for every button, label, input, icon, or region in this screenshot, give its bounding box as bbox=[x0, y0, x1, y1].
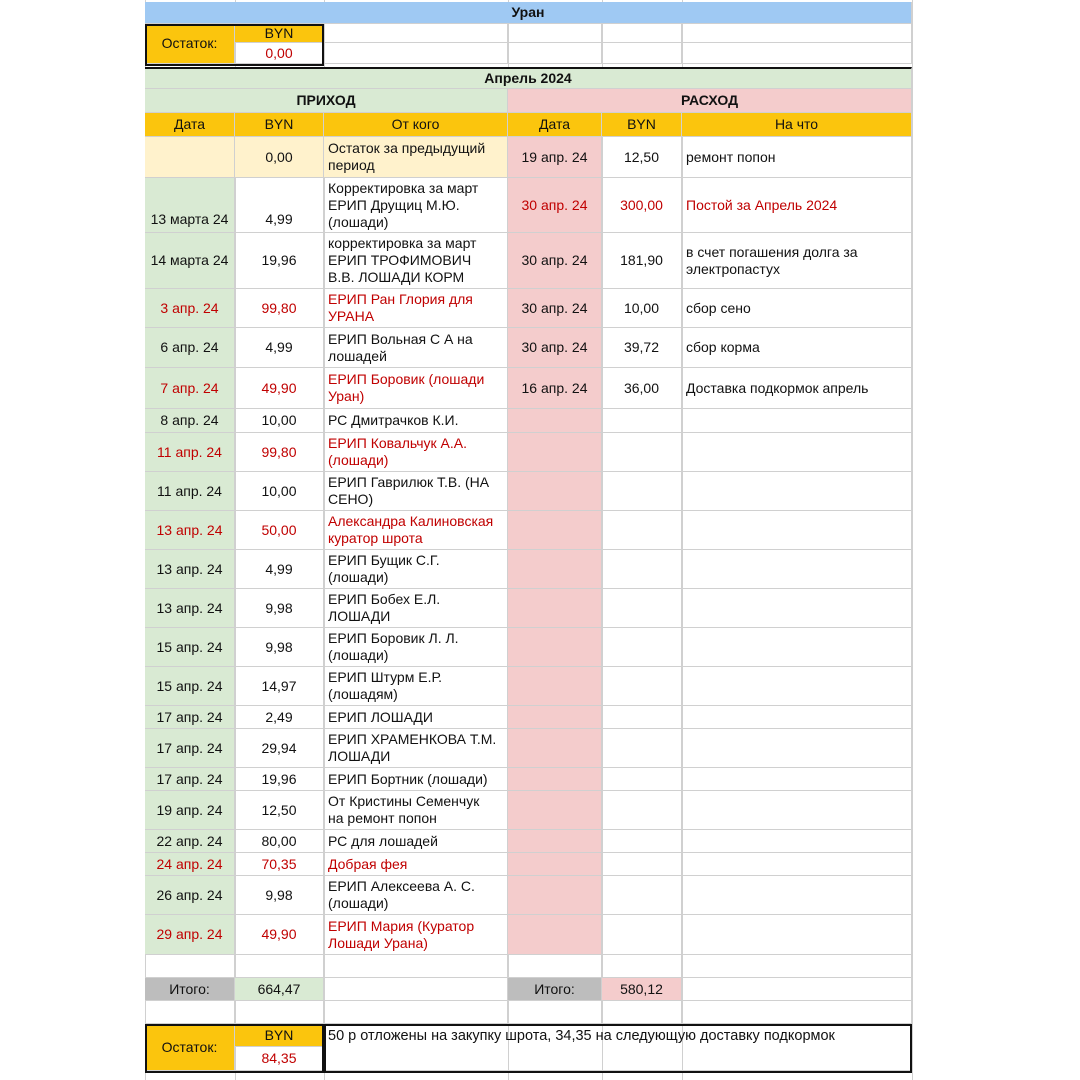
empty-cell[interactable] bbox=[682, 1001, 912, 1024]
period-header[interactable]: Апрель 2024 bbox=[145, 67, 912, 89]
expense-date-empty[interactable] bbox=[508, 853, 602, 876]
income-source[interactable]: корректировка за март ЕРИП ТРОФИМОВИЧ В.В. ЛОШАДИ КОРМ bbox=[324, 233, 508, 289]
expense-total-label[interactable]: Итого: bbox=[508, 978, 602, 1001]
expense-date-empty[interactable] bbox=[508, 915, 602, 955]
expense-total[interactable]: 580,12 bbox=[602, 978, 682, 1001]
bottom-balance-currency[interactable]: BYN bbox=[235, 1024, 324, 1047]
empty-cell[interactable] bbox=[682, 409, 912, 433]
empty-cell[interactable] bbox=[682, 876, 912, 915]
expense-date[interactable]: 30 апр. 24 bbox=[508, 233, 602, 289]
income-amount[interactable]: 10,00 bbox=[235, 472, 324, 511]
income-date[interactable]: 19 апр. 24 bbox=[145, 791, 235, 830]
income-date[interactable]: 8 апр. 24 bbox=[145, 409, 235, 433]
expense-date-empty[interactable] bbox=[508, 729, 602, 768]
expense-amount[interactable]: 36,00 bbox=[602, 368, 682, 409]
expense-date-empty[interactable] bbox=[508, 433, 602, 472]
empty-cell[interactable] bbox=[602, 791, 682, 830]
expense-date-empty[interactable] bbox=[508, 706, 602, 729]
empty-cell[interactable] bbox=[602, 409, 682, 433]
income-source[interactable]: ЕРИП Бущик С.Г. (лошади) bbox=[324, 550, 508, 589]
empty-cell[interactable] bbox=[602, 628, 682, 667]
income-date[interactable]: 13 апр. 24 bbox=[145, 589, 235, 628]
expense-date[interactable]: 30 апр. 24 bbox=[508, 178, 602, 233]
income-source[interactable]: ЕРИП ХРАМЕНКОВА Т.М. ЛОШАДИ bbox=[324, 729, 508, 768]
expense-purpose[interactable]: Постой за Апрель 2024 bbox=[682, 178, 912, 233]
empty-cell[interactable] bbox=[682, 628, 912, 667]
column-header[interactable]: Дата bbox=[145, 113, 235, 137]
income-source[interactable]: От Кристины Семенчук на ремонт попон bbox=[324, 791, 508, 830]
income-amount[interactable]: 70,35 bbox=[235, 853, 324, 876]
income-amount[interactable]: 19,96 bbox=[235, 768, 324, 791]
income-total-label[interactable]: Итого: bbox=[145, 978, 235, 1001]
empty-cell[interactable] bbox=[682, 955, 912, 978]
expense-purpose[interactable]: сбор сено bbox=[682, 289, 912, 328]
top-balance-label[interactable]: Остаток: bbox=[145, 24, 235, 64]
empty-cell[interactable] bbox=[508, 24, 602, 43]
income-date[interactable]: 11 апр. 24 bbox=[145, 433, 235, 472]
income-date[interactable]: 22 апр. 24 bbox=[145, 830, 235, 853]
income-date[interactable] bbox=[145, 137, 235, 178]
income-source[interactable]: РС Дмитрачков К.И. bbox=[324, 409, 508, 433]
income-date[interactable]: 13 апр. 24 bbox=[145, 511, 235, 550]
empty-cell[interactable] bbox=[682, 915, 912, 955]
expense-date-empty[interactable] bbox=[508, 628, 602, 667]
empty-cell[interactable] bbox=[602, 667, 682, 706]
empty-cell[interactable] bbox=[235, 955, 324, 978]
income-date[interactable]: 13 апр. 24 bbox=[145, 550, 235, 589]
empty-cell[interactable] bbox=[602, 589, 682, 628]
income-date[interactable]: 17 апр. 24 bbox=[145, 706, 235, 729]
empty-cell[interactable] bbox=[602, 433, 682, 472]
income-source[interactable]: ЕРИП Ковальчук А.А. (лошади) bbox=[324, 433, 508, 472]
income-date[interactable]: 14 марта 24 bbox=[145, 233, 235, 289]
empty-cell[interactable] bbox=[602, 853, 682, 876]
column-header[interactable]: Дата bbox=[508, 113, 602, 137]
income-date[interactable]: 7 апр. 24 bbox=[145, 368, 235, 409]
empty-cell[interactable] bbox=[602, 830, 682, 853]
income-source[interactable]: ЕРИП Алексеева А. С. (лошади) bbox=[324, 876, 508, 915]
income-amount[interactable]: 10,00 bbox=[235, 409, 324, 433]
income-amount[interactable]: 4,99 bbox=[235, 328, 324, 368]
empty-cell[interactable] bbox=[602, 729, 682, 768]
sheet-title[interactable]: Уран bbox=[145, 2, 912, 24]
empty-cell[interactable] bbox=[508, 1001, 602, 1024]
empty-cell[interactable] bbox=[682, 706, 912, 729]
empty-cell[interactable] bbox=[324, 1001, 508, 1024]
expense-date[interactable]: 30 апр. 24 bbox=[508, 328, 602, 368]
empty-cell[interactable] bbox=[682, 667, 912, 706]
empty-cell[interactable] bbox=[324, 978, 508, 1001]
empty-cell[interactable] bbox=[602, 1001, 682, 1024]
expense-amount[interactable]: 12,50 bbox=[602, 137, 682, 178]
income-amount[interactable]: 14,97 bbox=[235, 667, 324, 706]
empty-cell[interactable] bbox=[682, 830, 912, 853]
bottom-balance-label[interactable]: Остаток: bbox=[145, 1024, 235, 1071]
column-header[interactable]: На что bbox=[682, 113, 912, 137]
income-source[interactable]: Остаток за предыдущий период bbox=[324, 137, 508, 178]
income-source[interactable]: РС для лошадей bbox=[324, 830, 508, 853]
empty-cell[interactable] bbox=[682, 550, 912, 589]
empty-cell[interactable] bbox=[602, 915, 682, 955]
income-date[interactable]: 17 апр. 24 bbox=[145, 768, 235, 791]
empty-cell[interactable] bbox=[682, 729, 912, 768]
income-amount[interactable]: 9,98 bbox=[235, 589, 324, 628]
income-amount[interactable]: 50,00 bbox=[235, 511, 324, 550]
grid-line bbox=[912, 0, 913, 1080]
income-source[interactable]: ЕРИП Бобех Е.Л. ЛОШАДИ bbox=[324, 589, 508, 628]
income-amount[interactable]: 2,49 bbox=[235, 706, 324, 729]
income-source[interactable]: ЕРИП Мария (Куратор Лошади Урана) bbox=[324, 915, 508, 955]
expense-amount[interactable]: 300,00 bbox=[602, 178, 682, 233]
expense-date-empty[interactable] bbox=[508, 830, 602, 853]
income-amount[interactable]: 49,90 bbox=[235, 915, 324, 955]
expense-purpose[interactable]: ремонт попон bbox=[682, 137, 912, 178]
income-date[interactable]: 6 апр. 24 bbox=[145, 328, 235, 368]
income-source[interactable]: ЕРИП Вольная С А на лошадей bbox=[324, 328, 508, 368]
expense-date-empty[interactable] bbox=[508, 550, 602, 589]
expense-date-empty[interactable] bbox=[508, 589, 602, 628]
empty-cell[interactable] bbox=[602, 24, 682, 43]
expense-date-empty[interactable] bbox=[508, 409, 602, 433]
expense-amount[interactable]: 181,90 bbox=[602, 233, 682, 289]
empty-cell[interactable] bbox=[145, 955, 235, 978]
income-header[interactable]: ПРИХОД bbox=[145, 89, 508, 113]
empty-cell[interactable] bbox=[602, 472, 682, 511]
expense-purpose[interactable]: Доставка подкормок апрель bbox=[682, 368, 912, 409]
expense-purpose[interactable]: сбор корма bbox=[682, 328, 912, 368]
empty-cell[interactable] bbox=[235, 1001, 324, 1024]
income-source[interactable]: Добрая фея bbox=[324, 853, 508, 876]
expense-date-empty[interactable] bbox=[508, 667, 602, 706]
empty-cell[interactable] bbox=[602, 706, 682, 729]
income-date[interactable]: 15 апр. 24 bbox=[145, 667, 235, 706]
empty-cell[interactable] bbox=[324, 43, 508, 64]
expense-amount[interactable]: 10,00 bbox=[602, 289, 682, 328]
empty-cell[interactable] bbox=[145, 1001, 235, 1024]
income-amount[interactable]: 4,99 bbox=[235, 550, 324, 589]
empty-cell[interactable] bbox=[682, 768, 912, 791]
income-amount[interactable]: 29,94 bbox=[235, 729, 324, 768]
income-date[interactable]: 17 апр. 24 bbox=[145, 729, 235, 768]
empty-cell[interactable] bbox=[682, 472, 912, 511]
income-source[interactable]: ЕРИП ЛОШАДИ bbox=[324, 706, 508, 729]
income-source[interactable]: ЕРИП Штурм Е.Р. (лошадям) bbox=[324, 667, 508, 706]
income-total[interactable]: 664,47 bbox=[235, 978, 324, 1001]
empty-cell[interactable] bbox=[602, 768, 682, 791]
income-date[interactable]: 24 апр. 24 bbox=[145, 853, 235, 876]
bottom-balance-value[interactable]: 84,35 bbox=[235, 1047, 324, 1071]
empty-cell[interactable] bbox=[682, 853, 912, 876]
income-source[interactable]: ЕРИП Боровик (лошади Уран) bbox=[324, 368, 508, 409]
income-date[interactable]: 26 апр. 24 bbox=[145, 876, 235, 915]
income-source[interactable]: Александра Калиновская куратор шрота bbox=[324, 511, 508, 550]
income-amount[interactable]: 4,99 bbox=[235, 178, 324, 233]
top-balance-currency[interactable]: BYN bbox=[235, 24, 324, 43]
empty-cell[interactable] bbox=[682, 791, 912, 830]
expense-date-empty[interactable] bbox=[508, 791, 602, 830]
expense-purpose[interactable]: в счет погашения долга за электропастух bbox=[682, 233, 912, 289]
empty-cell[interactable] bbox=[682, 43, 912, 64]
expense-date-empty[interactable] bbox=[508, 472, 602, 511]
income-source[interactable]: ЕРИП Ран Глория для УРАНА bbox=[324, 289, 508, 328]
empty-cell[interactable] bbox=[682, 978, 912, 1001]
expense-date-empty[interactable] bbox=[508, 876, 602, 915]
income-amount[interactable]: 19,96 bbox=[235, 233, 324, 289]
expense-header[interactable]: РАСХОД bbox=[508, 89, 912, 113]
income-source[interactable]: ЕРИП Боровик Л. Л. (лошади) bbox=[324, 628, 508, 667]
income-date[interactable]: 3 апр. 24 bbox=[145, 289, 235, 328]
income-source[interactable]: Корректировка за март ЕРИП Друщиц М.Ю. (лошади) bbox=[324, 178, 508, 233]
income-date[interactable]: 13 марта 24 bbox=[145, 178, 235, 233]
empty-cell[interactable] bbox=[602, 876, 682, 915]
expense-date-empty[interactable] bbox=[508, 768, 602, 791]
empty-cell[interactable] bbox=[324, 955, 508, 978]
column-header[interactable]: От кого bbox=[324, 113, 508, 137]
empty-cell[interactable] bbox=[682, 433, 912, 472]
empty-cell[interactable] bbox=[682, 24, 912, 43]
top-balance-value[interactable]: 0,00 bbox=[235, 43, 324, 64]
income-date[interactable]: 11 апр. 24 bbox=[145, 472, 235, 511]
empty-cell[interactable] bbox=[682, 511, 912, 550]
expense-date[interactable]: 16 апр. 24 bbox=[508, 368, 602, 409]
empty-cell[interactable] bbox=[602, 43, 682, 64]
income-amount[interactable]: 99,80 bbox=[235, 433, 324, 472]
income-amount[interactable]: 80,00 bbox=[235, 830, 324, 853]
empty-cell[interactable] bbox=[508, 955, 602, 978]
balance-note[interactable]: 50 р отложены на закупку шрота, 34,35 на следующую доставку подкормок bbox=[324, 1024, 912, 1071]
expense-date-empty[interactable] bbox=[508, 511, 602, 550]
empty-cell[interactable] bbox=[602, 955, 682, 978]
income-date[interactable]: 15 апр. 24 bbox=[145, 628, 235, 667]
expense-date[interactable]: 30 апр. 24 bbox=[508, 289, 602, 328]
empty-cell[interactable] bbox=[508, 43, 602, 64]
expense-amount[interactable]: 39,72 bbox=[602, 328, 682, 368]
empty-cell[interactable] bbox=[602, 511, 682, 550]
column-header[interactable]: BYN bbox=[235, 113, 324, 137]
income-source[interactable]: ЕРИП Бортник (лошади) bbox=[324, 768, 508, 791]
income-amount[interactable]: 99,80 bbox=[235, 289, 324, 328]
income-amount[interactable]: 9,98 bbox=[235, 628, 324, 667]
empty-cell[interactable] bbox=[324, 24, 508, 43]
empty-cell[interactable] bbox=[602, 550, 682, 589]
income-amount[interactable]: 49,90 bbox=[235, 368, 324, 409]
income-source[interactable]: ЕРИП Гаврилюк Т.В. (НА СЕНО) bbox=[324, 472, 508, 511]
empty-cell[interactable] bbox=[682, 589, 912, 628]
income-date[interactable]: 29 апр. 24 bbox=[145, 915, 235, 955]
expense-date[interactable]: 19 апр. 24 bbox=[508, 137, 602, 178]
income-amount[interactable]: 0,00 bbox=[235, 137, 324, 178]
column-header[interactable]: BYN bbox=[602, 113, 682, 137]
income-amount[interactable]: 12,50 bbox=[235, 791, 324, 830]
income-amount[interactable]: 9,98 bbox=[235, 876, 324, 915]
